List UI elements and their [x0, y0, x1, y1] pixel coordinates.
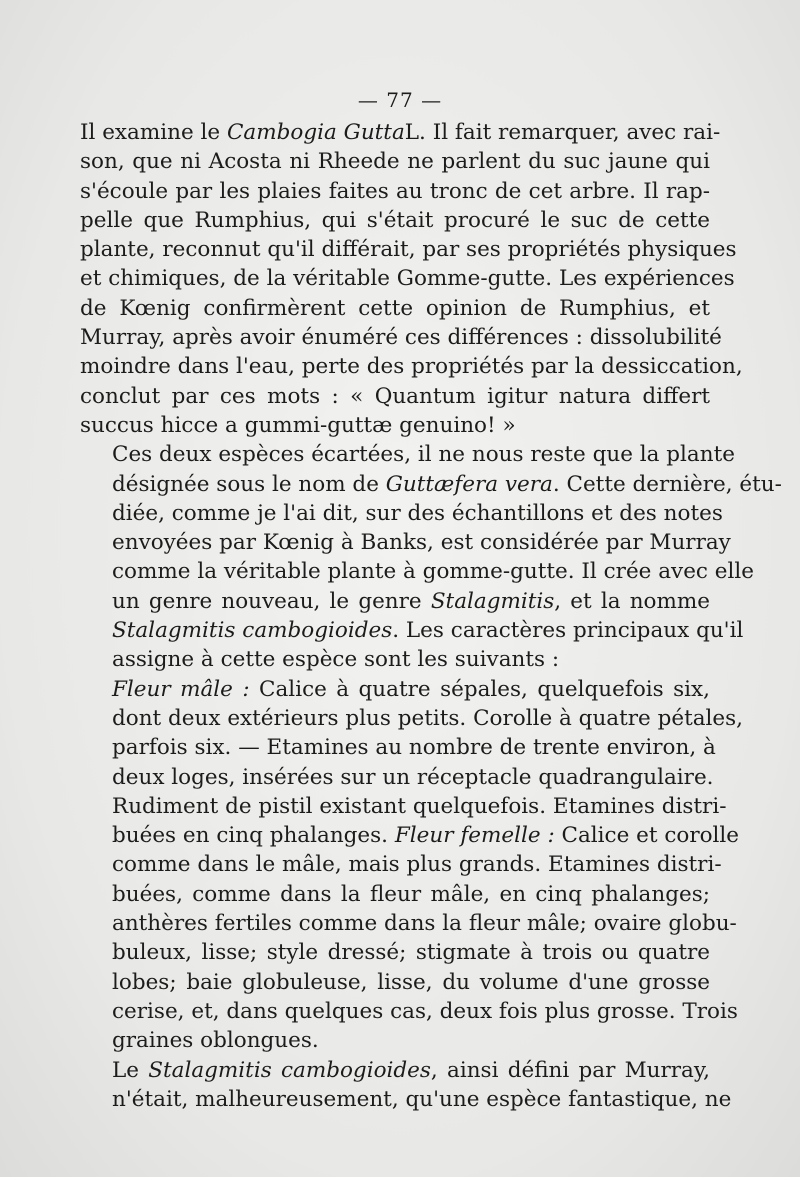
text-line [80, 411, 710, 440]
text-run: dont deux extérieurs plus petits. Corolle à quatre pétales, [112, 705, 743, 731]
text-line [80, 792, 727, 821]
text-run: buleux, lisse; style dressé; stigmate à trois ou quatre [112, 940, 710, 966]
text-run: parfois six. — Etamines au nombre de trente environ, à [112, 735, 716, 761]
text-run: buées en cinq phalanges. [112, 823, 395, 849]
text-line [80, 440, 735, 469]
text-line [80, 264, 735, 293]
text-run: comme la véritable plante à gomme-gutte. Il crée avec elle [112, 559, 754, 585]
italic-text: Stalagmitis cambogioides [112, 618, 393, 644]
text-run: anthères fertiles comme dans la fleur mâle; ovaire globu- [112, 911, 737, 937]
text-run: de Kœnig confirmèrent cette opinion de Rumphius, et [80, 295, 710, 321]
text-line [80, 997, 738, 1026]
text-run: . Les caractères principaux qu'il [392, 618, 744, 644]
text-run: Calice à quatre sépales, quelquefois six, [249, 676, 710, 702]
text-run: diée, comme je l'ai dit, sur des échantillons et des notes [112, 500, 723, 526]
page-number: — 77 — [357, 88, 443, 112]
text-line [80, 235, 737, 264]
text-run: , ainsi défini par Murray, [430, 1057, 710, 1083]
text-run: , et la nomme [554, 588, 710, 614]
text-line [80, 821, 740, 850]
text-run: L. Il fait remarquer, avec rai- [404, 120, 721, 145]
paragraph [80, 675, 743, 1056]
body-text [80, 118, 782, 1114]
text-line [80, 528, 731, 557]
text-run: n'était, malheureusement, qu'une espèce fantastique, ne [112, 1086, 732, 1112]
text-run: Calice et corolle [554, 823, 740, 849]
text-run: buées, comme dans la fleur mâle, en cinq phalanges; [112, 881, 710, 907]
italic-text: Stalagmitis cambogioides [148, 1057, 431, 1083]
italic-text: Fleur femelle : [394, 823, 555, 849]
text-line [80, 616, 744, 645]
text-run: . Cette dernière, étu- [552, 471, 782, 497]
text-line [80, 147, 710, 176]
text-line [80, 206, 710, 235]
text-line [80, 499, 723, 528]
text-line [80, 294, 710, 323]
text-line [80, 645, 710, 674]
text-line [80, 557, 754, 586]
text-run: envoyées par Kœnig à Banks, est considérée par Murray [112, 530, 731, 556]
paragraph [80, 118, 743, 440]
text-run: pelle que Rumphius, qui s'était procuré le suc de cette [80, 207, 710, 233]
text-run: graines oblongues. [112, 1028, 319, 1054]
text-line [80, 880, 710, 909]
text-run: désignée sous le nom de [112, 471, 386, 497]
text-run: deux loges, insérées sur un réceptacle quadrangulaire. [112, 764, 714, 790]
text-line [80, 470, 782, 499]
text-line [80, 118, 721, 147]
italic-text: Guttæfera vera [385, 471, 553, 497]
text-line [80, 733, 716, 762]
text-run: succus hicce a gummi-guttæ genuino! » [80, 412, 516, 438]
text-line [80, 909, 737, 938]
text-line [80, 352, 743, 381]
italic-text: Cambogia Gutta [226, 120, 405, 145]
text-run: plante, reconnut qu'il différait, par ses propriétés physiques [80, 237, 737, 263]
text-run: Le [112, 1057, 149, 1083]
text-line [80, 323, 722, 352]
text-line [80, 675, 710, 704]
text-run: Rudiment de pistil existant quelquefois. Etamines distri- [112, 793, 727, 819]
text-run: lobes; baie globuleuse, lisse, du volume d'une grosse [112, 969, 710, 995]
paragraph [80, 440, 782, 674]
text-line [80, 587, 710, 616]
text-line [80, 968, 710, 997]
text-line [80, 1085, 732, 1114]
italic-text: Fleur mâle : [112, 676, 250, 702]
text-run: son, que ni Acosta ni Rheede ne parlent du suc jaune qui [80, 149, 710, 175]
text-run: Il examine le [80, 120, 227, 145]
text-line [80, 850, 722, 879]
text-run: conclut par ces mots : « Quantum igitur natura differt [80, 383, 710, 409]
text-line [80, 938, 710, 967]
text-run: cerise, et, dans quelques cas, deux fois plus grosse. Trois [112, 998, 738, 1024]
text-line [80, 704, 743, 733]
text-run: s'écoule par les plaies faites au tronc de cet arbre. Il rap- [80, 178, 710, 204]
text-line [80, 177, 710, 206]
text-run: Murray, après avoir énuméré ces différences : dissolubilité [80, 325, 722, 351]
text-line [80, 1056, 710, 1085]
text-line [80, 382, 710, 411]
paragraph [80, 1056, 732, 1115]
text-run: moindre dans l'eau, perte des propriétés par la dessiccation, [80, 354, 743, 380]
text-line [80, 763, 714, 792]
text-run: et chimiques, de la véritable Gomme-gutte. Les expériences [80, 266, 735, 292]
text-run: un genre nouveau, le genre [112, 588, 431, 614]
text-run: Ces deux espèces écartées, il ne nous reste que la plante [112, 442, 735, 468]
italic-text: Stalagmitis [430, 588, 555, 614]
text-line [80, 1026, 710, 1055]
text-run: comme dans le mâle, mais plus grands. Etamines distri- [112, 852, 722, 878]
text-run: assigne à cette espèce sont les suivants : [112, 647, 560, 673]
